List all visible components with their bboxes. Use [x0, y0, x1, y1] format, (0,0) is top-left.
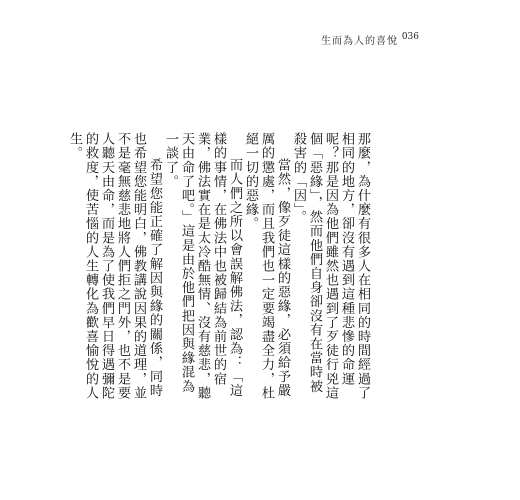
page-number: 036 — [401, 32, 419, 42]
vertical-body-text — [66, 132, 370, 402]
paragraph-1: 那麼，為什麼有很多人在相同的時間經過了相同的地方，卻沒有遇到這種悲慘的命運呢？那是因為他們雖然也遇到了歹徒行兇這個「惡緣」，然而他們自身卻沒有在當時被殺害的「因」。 — [291, 132, 370, 400]
paragraph-4: 希望您能正確了解因與緣的關係，同時也希望您能明白，佛教講說因果的道理，並不是毫無慈悲地將人們拒之門外，也不是要人聽天由命，而是為了使我們早日得遇彌陀的救度，使苦惱的人生轉化為歡喜愉悅的人生。 — [67, 132, 162, 400]
running-head-title: 生而為人的喜悅 — [321, 36, 398, 47]
paragraph-3: 而人們之所以會誤解佛法，認為：「這樣的事情，在佛法中也被歸結為前世的宿業，佛法實在是太冷酷無情、沒有慈悲，聽天由命了吧。」這是由於他們把因與緣混為一談了。 — [163, 132, 242, 400]
paragraph-2: 當然，像歹徒這樣的惡緣，必須給予嚴厲的懲處，而且我們也一定要竭盡全力，杜絕一切的惡緣。 — [243, 132, 290, 400]
